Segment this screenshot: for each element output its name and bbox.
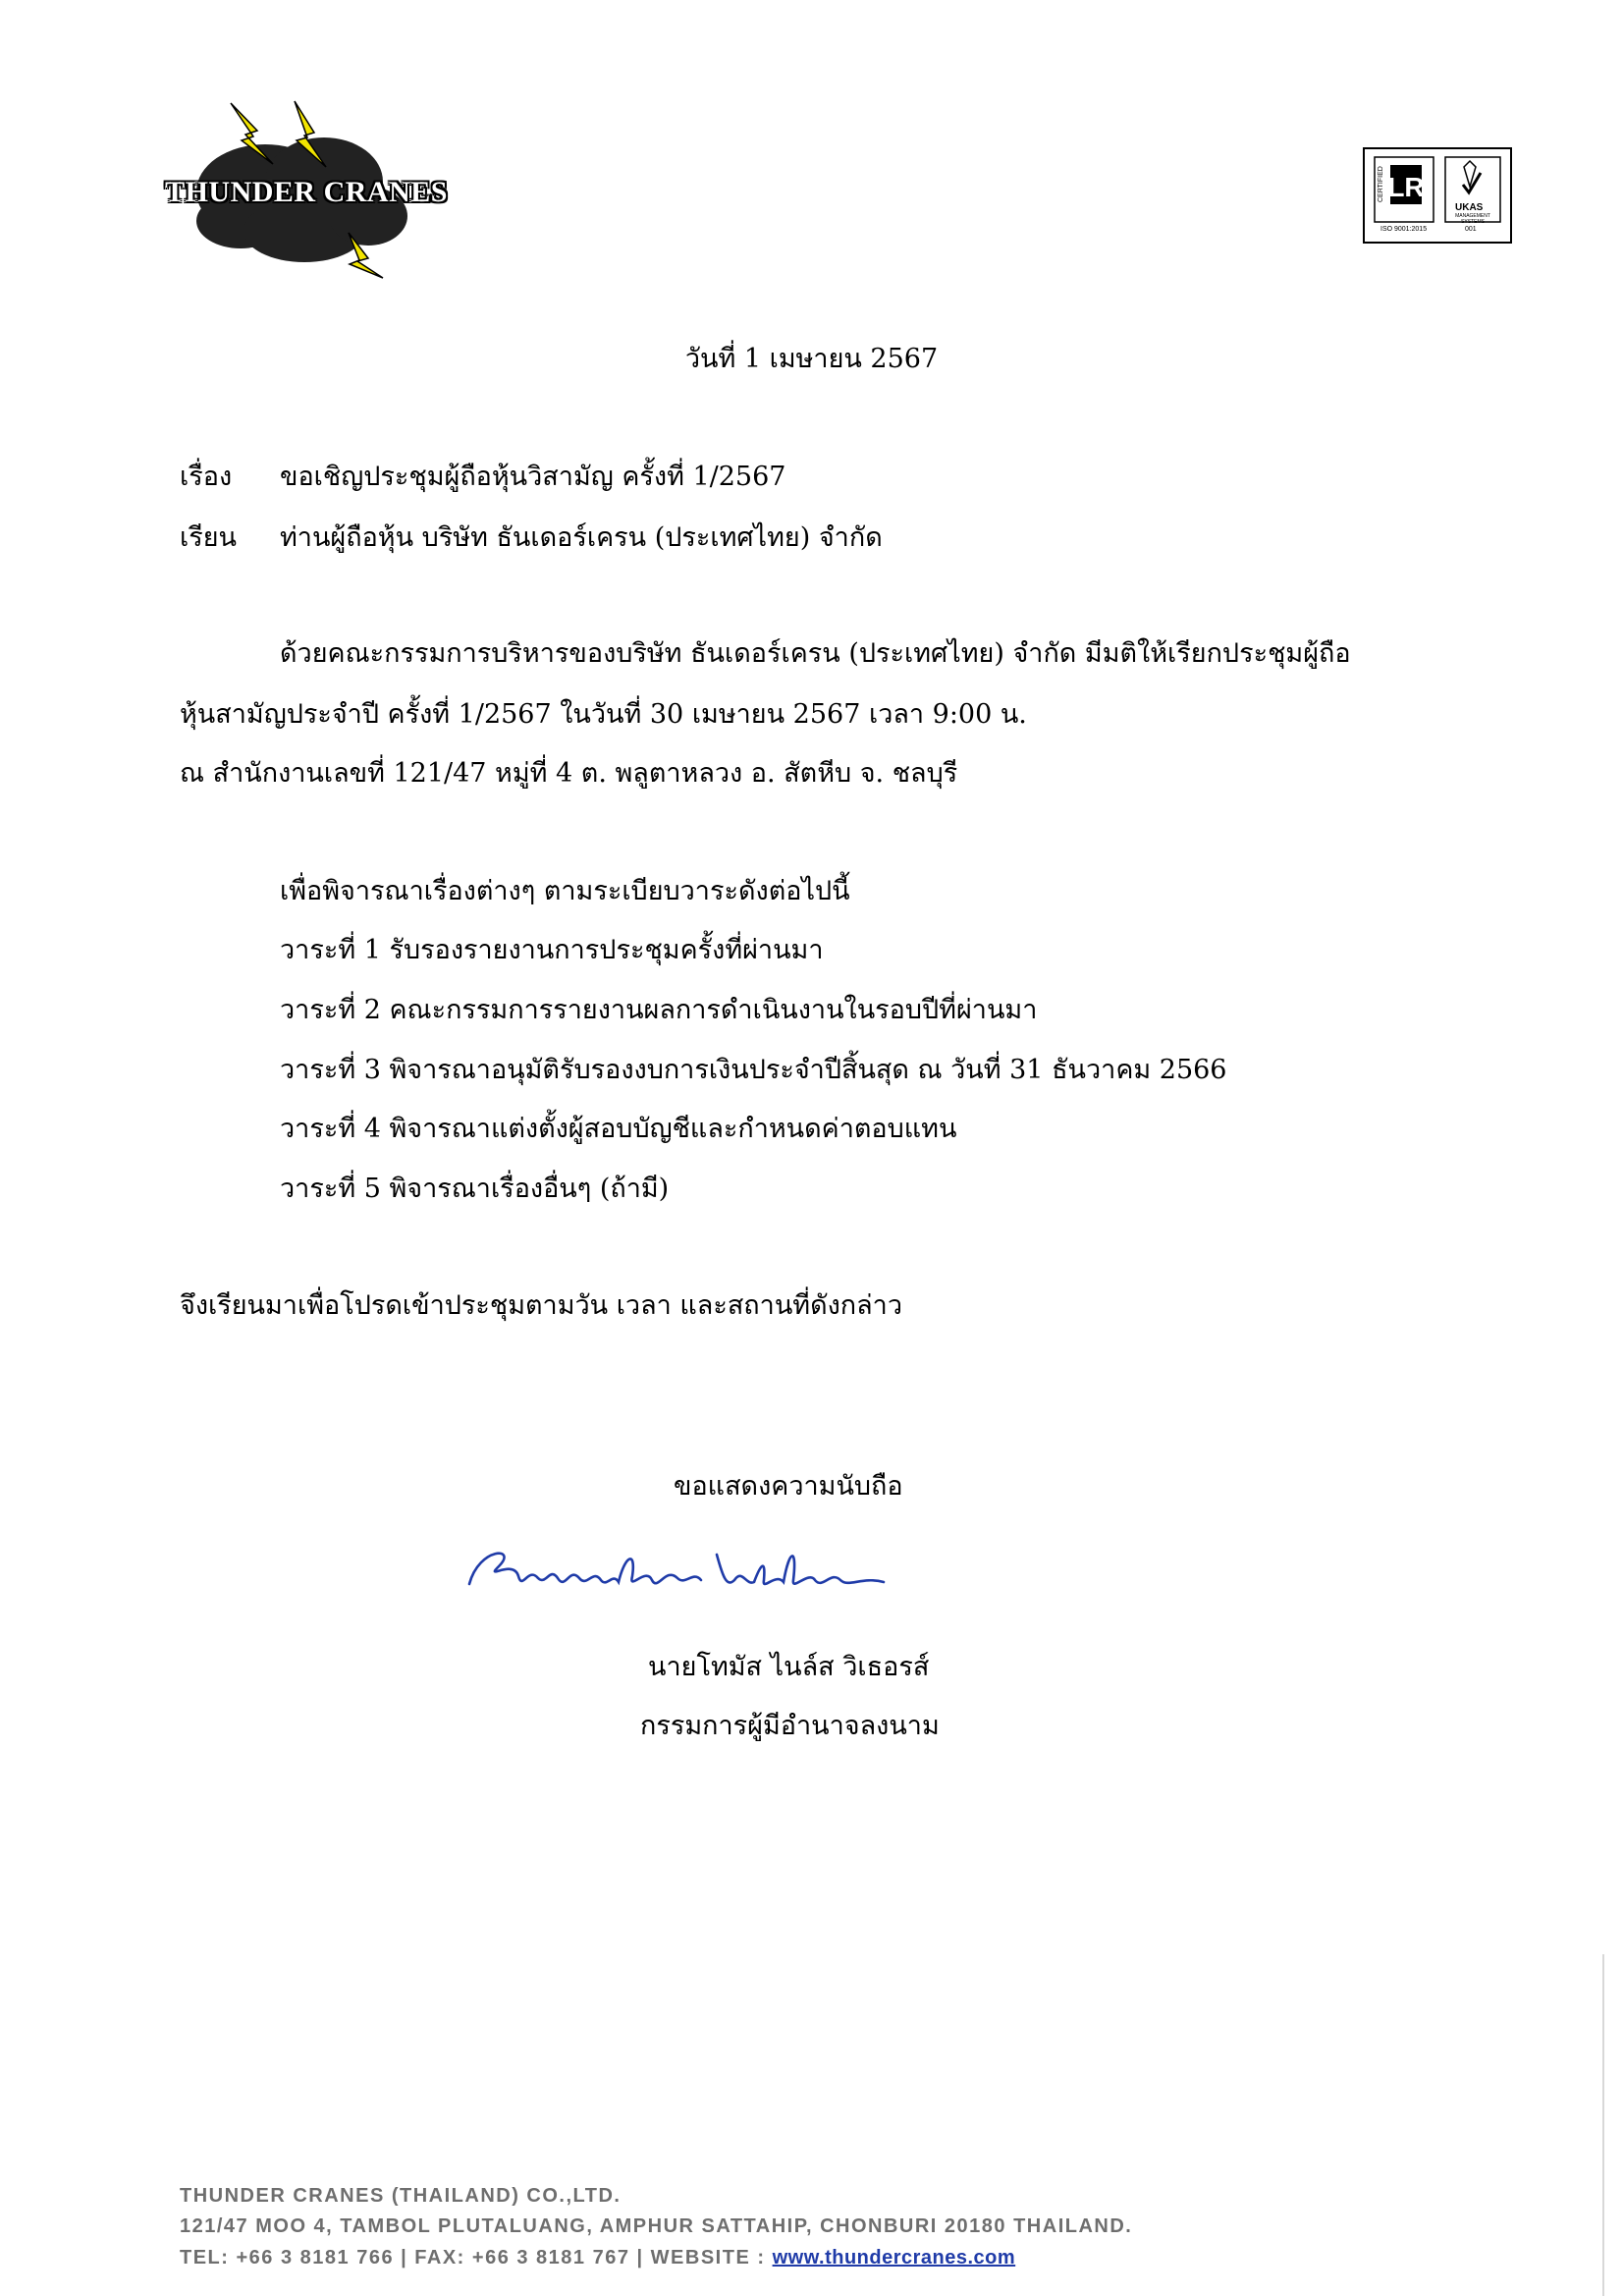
agenda-item: วาระที่ 4 พิจารณาแต่งตั้งผู้สอบบัญชีและกำหนดค่าตอบแทน xyxy=(280,1114,957,1144)
scan-edge-line xyxy=(1602,1954,1604,2296)
agenda-intro: เพื่อพิจารณาเรื่องต่างๆ ตามระเบียบวาระดังต่อไปนี้ xyxy=(280,876,850,906)
svg-text:LR: LR xyxy=(1387,172,1425,202)
cert-right-sub: MANAGEMENT SYSTEMS xyxy=(1455,213,1490,225)
subject-text: ขอเชิญประชุมผู้ถือหุ้นวิสามัญ ครั้งที่ 1/2567 xyxy=(280,462,786,492)
body-paragraph-line-2: หุ้นสามัญประจำปี ครั้งที่ 1/2567 ในวันที่ 30 เมษายน 2567 เวลา 9:00 น. xyxy=(180,699,1027,730)
closing-sentence: จึงเรียนมาเพื่อโปรดเข้าประชุมตามวัน เวลา และสถานที่ดังกล่าว xyxy=(180,1290,903,1321)
handwritten-signature xyxy=(460,1537,901,1606)
cert-left-standard: ISO 9001:2015 xyxy=(1380,226,1428,233)
cert-left-label: CERTIFIED xyxy=(1378,166,1384,202)
footer-contact xyxy=(180,2246,1015,2269)
agenda-item: วาระที่ 5 พิจารณาเรื่องอื่นๆ (ถ้ามี) xyxy=(280,1174,670,1204)
website-link[interactable]: www.thundercranes.com xyxy=(772,2247,1016,2269)
letter-date: วันที่ 1 เมษายน 2567 xyxy=(684,344,939,374)
iso-certification-badge xyxy=(1363,147,1512,244)
footer-company: THUNDER CRANES (THAILAND) CO.,LTD. xyxy=(180,2185,622,2207)
signer-name: นายโทมัส ไนล์ส วิเธอรส์ xyxy=(648,1652,930,1682)
agenda-item: วาระที่ 1 รับรองรายงานการประชุมครั้งที่ผ่านมา xyxy=(280,935,824,965)
agenda-item: วาระที่ 2 คณะกรรมการรายงานผลการดำเนินงานในรอบปีที่ผ่านมา xyxy=(280,995,1038,1025)
subject-label: เรื่อง xyxy=(180,462,233,492)
recipient-text: ท่านผู้ถือหุ้น บริษัท ธันเดอร์เครน (ประเทศไทย) จำกัด xyxy=(280,522,883,553)
body-paragraph-line-3: ณ สำนักงานเลขที่ 121/47 หมู่ที่ 4 ต. พลูตาหลวง อ. สัตหีบ จ. ชลบุรี xyxy=(180,758,958,789)
footer-address: 121/47 MOO 4, TAMBOL PLUTALUANG, AMPHUR SATTAHIP, CHONBURI 20180 THAILAND. xyxy=(180,2215,1133,2237)
logo-text: THUNDER CRANES xyxy=(165,176,448,208)
regards: ขอแสดงความนับถือ xyxy=(674,1471,903,1502)
signer-title: กรรมการผู้มีอำนาจลงนาม xyxy=(640,1711,940,1741)
body-paragraph-line-1: ด้วยคณะกรรมการบริหารของบริษัท ธันเดอร์เครน (ประเทศไทย) จำกัด มีมติให้เรียกประชุมผู้ถือ xyxy=(280,638,1351,669)
agenda-item: วาระที่ 3 พิจารณาอนุมัติรับรองงบการเงินประจำปีสิ้นสุด ณ วันที่ 31 ธันวาคม 2566 xyxy=(280,1055,1227,1085)
footer-contact-text: TEL: +66 3 8181 766 | FAX: +66 3 8181 767 | WEBSITE : xyxy=(180,2247,773,2269)
cert-right-number: 001 xyxy=(1465,226,1477,233)
company-logo xyxy=(147,93,471,290)
recipient-label: เรียน xyxy=(180,522,238,553)
cert-right-label: UKAS xyxy=(1455,202,1484,213)
